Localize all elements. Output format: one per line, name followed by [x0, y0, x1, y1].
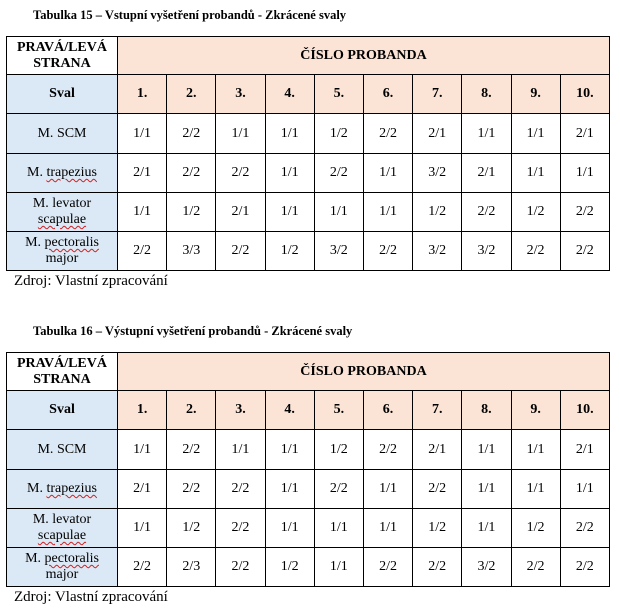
column-header: 4.: [265, 75, 314, 114]
value-cell: 1/1: [363, 470, 412, 509]
table-row: [7, 470, 610, 509]
value-cell: 1/1: [511, 470, 560, 509]
value-cell: 2/2: [560, 509, 609, 548]
table-15: [6, 36, 610, 271]
value-cell: 1/1: [462, 430, 511, 470]
value-cell: 2/2: [363, 114, 412, 154]
group-header: ČÍSLO PROBANDA: [118, 353, 610, 391]
value-cell: 2/2: [118, 548, 167, 587]
value-cell: 2/2: [118, 232, 167, 271]
value-cell: 1/2: [265, 548, 314, 587]
value-cell: 1/2: [511, 509, 560, 548]
column-header: 10.: [560, 391, 609, 430]
column-header: 7.: [413, 75, 462, 114]
muscle-name: M. SCM: [7, 114, 118, 154]
value-cell: 2/2: [413, 548, 462, 587]
column-header: 1.: [118, 391, 167, 430]
value-cell: 1/1: [363, 154, 412, 193]
muscle-name: M. levator scapulae: [7, 509, 118, 548]
column-header: 3.: [216, 391, 265, 430]
value-cell: 2/1: [462, 154, 511, 193]
value-cell: 2/2: [216, 154, 265, 193]
group-header: ČÍSLO PROBANDA: [118, 37, 610, 75]
value-cell: 2/3: [167, 548, 216, 587]
value-cell: 3/2: [413, 154, 462, 193]
table-row: [7, 548, 610, 587]
value-cell: 1/1: [511, 154, 560, 193]
table-16-caption: Tabulka 16 – Výstupní vyšetření probandů - Zkrácené svaly: [33, 324, 353, 338]
column-header: 9.: [511, 391, 560, 430]
column-header: 4.: [265, 391, 314, 430]
value-cell: 1/1: [314, 193, 363, 232]
value-cell: 2/1: [560, 430, 609, 470]
table-row: [7, 154, 610, 193]
value-cell: 2/2: [167, 114, 216, 154]
column-header: 5.: [314, 75, 363, 114]
value-cell: 3/3: [167, 232, 216, 271]
value-cell: 2/1: [413, 114, 462, 154]
value-cell: 1/1: [118, 509, 167, 548]
column-header: 10.: [560, 75, 609, 114]
value-cell: 1/1: [265, 509, 314, 548]
row-header: Sval: [7, 391, 118, 430]
value-cell: 1/1: [118, 193, 167, 232]
value-cell: 2/2: [314, 470, 363, 509]
value-cell: 2/2: [511, 548, 560, 587]
value-cell: 1/1: [265, 114, 314, 154]
table-row: [7, 509, 610, 548]
muscle-name: M. trapezius: [7, 154, 118, 193]
column-header: 1.: [118, 75, 167, 114]
column-header: 8.: [462, 391, 511, 430]
value-cell: 1/1: [118, 114, 167, 154]
column-header: 8.: [462, 75, 511, 114]
value-cell: 1/1: [560, 470, 609, 509]
value-cell: 1/2: [167, 193, 216, 232]
value-cell: 1/2: [511, 193, 560, 232]
value-cell: 2/2: [363, 548, 412, 587]
value-cell: 1/1: [216, 430, 265, 470]
value-cell: 2/1: [118, 470, 167, 509]
value-cell: 3/2: [413, 232, 462, 271]
value-cell: 1/1: [511, 430, 560, 470]
value-cell: 3/2: [314, 232, 363, 271]
value-cell: 1/1: [216, 114, 265, 154]
value-cell: 1/2: [413, 509, 462, 548]
value-cell: 1/1: [363, 193, 412, 232]
column-header: 2.: [167, 391, 216, 430]
value-cell: 1/1: [118, 430, 167, 470]
value-cell: 3/2: [462, 548, 511, 587]
value-cell: 1/2: [265, 232, 314, 271]
value-cell: 2/2: [560, 193, 609, 232]
value-cell: 1/2: [413, 193, 462, 232]
value-cell: 2/2: [560, 232, 609, 271]
value-cell: 1/1: [560, 154, 609, 193]
table-row: [7, 193, 610, 232]
muscle-name: M. pectoralis major: [7, 232, 118, 271]
value-cell: 2/2: [216, 232, 265, 271]
table-15-source: Zdroj: Vlastní zpracování: [14, 273, 168, 289]
muscle-name: M. levator scapulae: [7, 193, 118, 232]
value-cell: 1/1: [462, 470, 511, 509]
value-cell: 1/2: [314, 430, 363, 470]
value-cell: 2/2: [462, 193, 511, 232]
value-cell: 1/1: [265, 154, 314, 193]
value-cell: 2/2: [167, 470, 216, 509]
table-row: [7, 114, 610, 154]
column-header: 6.: [363, 75, 412, 114]
value-cell: 2/2: [363, 430, 412, 470]
muscle-name: M. trapezius: [7, 470, 118, 509]
value-cell: 2/2: [560, 548, 609, 587]
value-cell: 3/2: [462, 232, 511, 271]
table-16-source: Zdroj: Vlastní zpracování: [14, 589, 168, 605]
value-cell: 1/1: [265, 193, 314, 232]
value-cell: 2/1: [560, 114, 609, 154]
value-cell: 2/2: [314, 154, 363, 193]
table-row: [7, 232, 610, 271]
muscle-name: M. SCM: [7, 430, 118, 470]
value-cell: 1/1: [511, 114, 560, 154]
value-cell: 1/1: [314, 509, 363, 548]
value-cell: 1/1: [462, 114, 511, 154]
value-cell: 1/2: [314, 114, 363, 154]
column-header: 7.: [413, 391, 462, 430]
column-header: 9.: [511, 75, 560, 114]
column-header: 3.: [216, 75, 265, 114]
value-cell: 2/2: [167, 154, 216, 193]
table-row: [7, 430, 610, 470]
value-cell: 1/1: [265, 430, 314, 470]
value-cell: 2/2: [216, 470, 265, 509]
row-header: Sval: [7, 75, 118, 114]
value-cell: 2/1: [413, 430, 462, 470]
value-cell: 1/1: [363, 509, 412, 548]
table-15-caption: Tabulka 15 – Vstupní vyšetření probandů - Zkrácené svaly: [33, 8, 347, 22]
muscle-name: M. pectoralis major: [7, 548, 118, 587]
value-cell: 2/2: [413, 470, 462, 509]
column-header: 5.: [314, 391, 363, 430]
value-cell: 2/1: [118, 154, 167, 193]
value-cell: 2/2: [216, 509, 265, 548]
table-16: [6, 352, 610, 587]
value-cell: 1/1: [462, 509, 511, 548]
value-cell: 2/2: [363, 232, 412, 271]
value-cell: 2/2: [167, 430, 216, 470]
value-cell: 1/1: [265, 470, 314, 509]
value-cell: 2/2: [216, 548, 265, 587]
value-cell: 1/2: [167, 509, 216, 548]
column-header: 6.: [363, 391, 412, 430]
value-cell: 2/2: [511, 232, 560, 271]
corner-header: PRAVÁ/LEVÁ STRANA: [7, 37, 118, 75]
value-cell: 2/1: [216, 193, 265, 232]
value-cell: 1/1: [314, 548, 363, 587]
corner-header: PRAVÁ/LEVÁ STRANA: [7, 353, 118, 391]
column-header: 2.: [167, 75, 216, 114]
